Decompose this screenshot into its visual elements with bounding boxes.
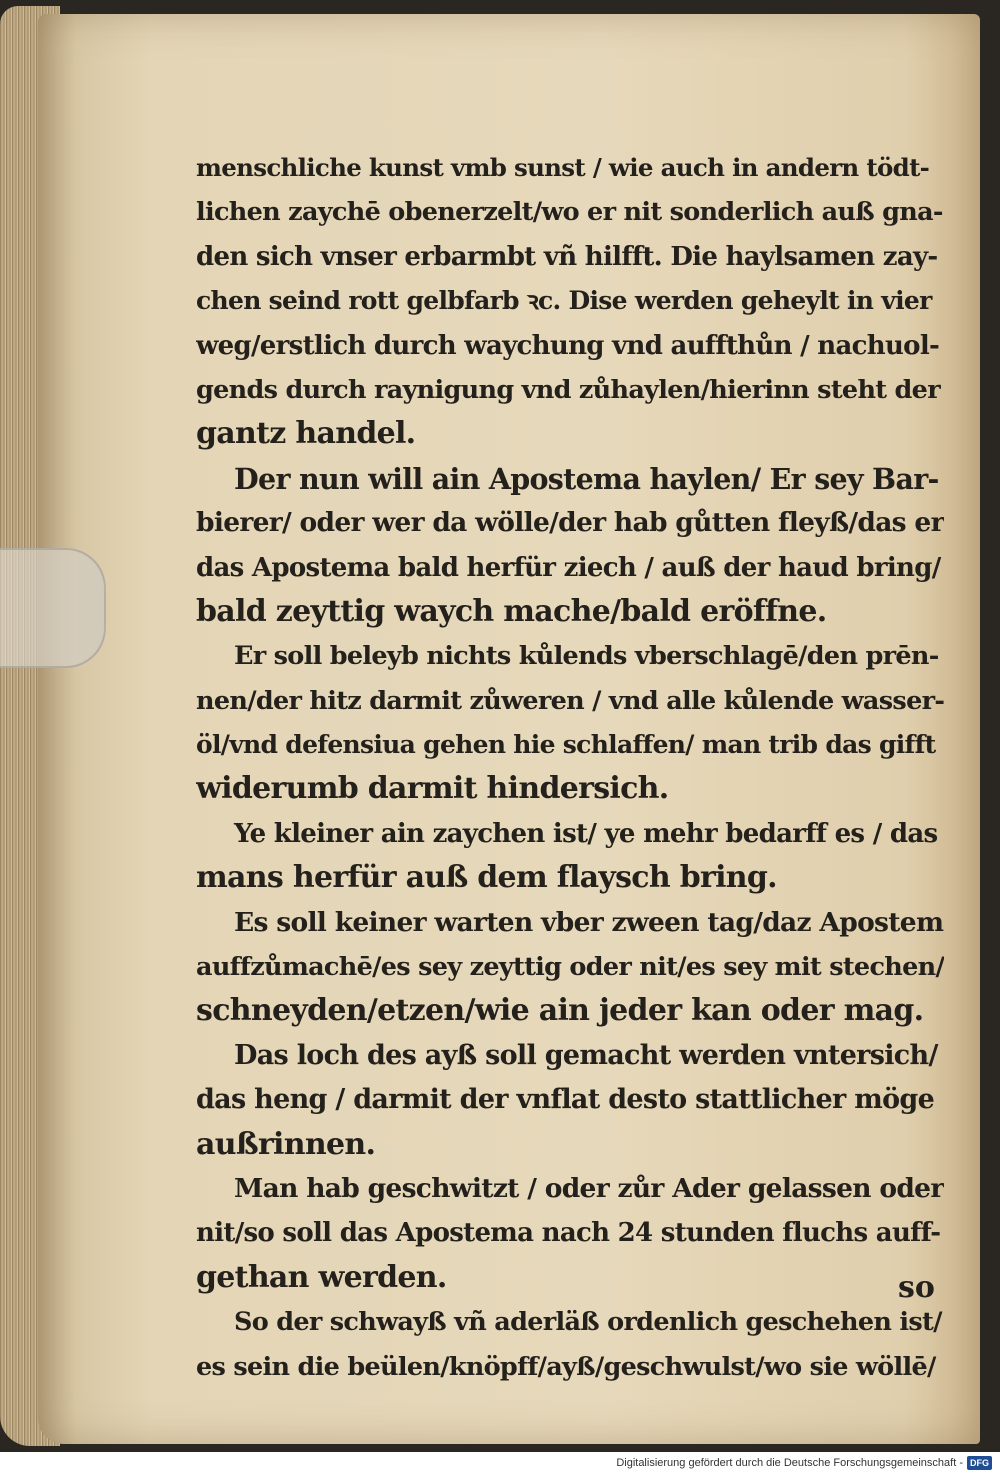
text-line: gantz handel. (196, 416, 416, 452)
text-line: es sein die beülen/knöpff/ayß/geschwulst/wo sie wöllē/ (196, 1351, 936, 1382)
text-line: gethan werden. (196, 1259, 447, 1295)
text-line: das Apostema bald herfür ziech / auß der haud bring/ (196, 552, 941, 583)
text-line: So der schwayß vñ aderläß ordenlich geschehen ist/ (234, 1307, 942, 1338)
text-line: öl/vnd defensiua gehen hie schlaffen/ man trib das gifft (196, 730, 936, 760)
text-line: das heng / darmit der vnflat desto stattlicher möge (196, 1084, 935, 1116)
text-line: Ye kleiner ain zaychen ist/ ye mehr bedarff es / das (234, 818, 938, 849)
text-line: Der nun will ain Apostema haylen/ Er sey Bar- (234, 461, 939, 496)
digitization-footer (0, 1452, 1000, 1473)
text-line: weg/erstlich durch waychung vnd auffthůn / nachuol- (196, 330, 940, 361)
text-line: den sich vnser erbarmbt vñ hilfft. Die haylsamen zay- (196, 241, 938, 272)
text-line: gends durch raynigung vnd zůhaylen/hierinn steht der (196, 374, 940, 405)
text-line: auffzůmachē/es sey zeyttig oder nit/es sey mit stechen/ (196, 952, 944, 983)
text-line: nen/der hitz darmit zůweren / vnd alle kůlende wasser- (196, 685, 944, 716)
page-clip-tab (0, 548, 106, 668)
text-line: Er soll beleyb nichts kůlends vberschlagē/den prēn- (234, 641, 939, 672)
text-line: chen seind rott gelbfarb ꝛc. Dise werden geheylt in vier (196, 286, 932, 316)
text-line: lichen zaychē obenerzelt/wo er nit sonderlich auß gna- (196, 197, 943, 228)
text-line: widerumb darmit hindersich. (196, 771, 669, 807)
dfg-logo: DFG (967, 1456, 992, 1470)
body-text (196, 146, 944, 1389)
catchword: so (898, 1270, 935, 1305)
text-line: außrinnen. (196, 1126, 376, 1162)
text-line: schneyden/etzen/wie ain jeder kan oder mag. (196, 993, 924, 1029)
funding-credit: Digitalisierung gefördert durch die Deutsche Forschungsgemeinschaft - (616, 1456, 963, 1469)
text-line: bierer/ oder wer da wölle/der hab gůtten fleyß/das er (196, 507, 944, 539)
text-line: bald zeyttig waych mache/bald eröffne. (196, 593, 827, 629)
text-line: mans herfür auß dem flaysch bring. (196, 860, 777, 896)
text-line: Man hab geschwitzt / oder zůr Ader gelassen oder (234, 1172, 944, 1204)
text-line: Das loch des ayß soll gemacht werden vntersich/ (234, 1039, 938, 1071)
text-line: Es soll keiner warten vber zween tag/daz Apostem (234, 906, 944, 938)
text-line: menschliche kunst vmb sunst / wie auch in andern tödt- (196, 153, 930, 182)
text-line: nit/so soll das Apostema nach 24 stunden fluchs auff- (196, 1218, 941, 1249)
